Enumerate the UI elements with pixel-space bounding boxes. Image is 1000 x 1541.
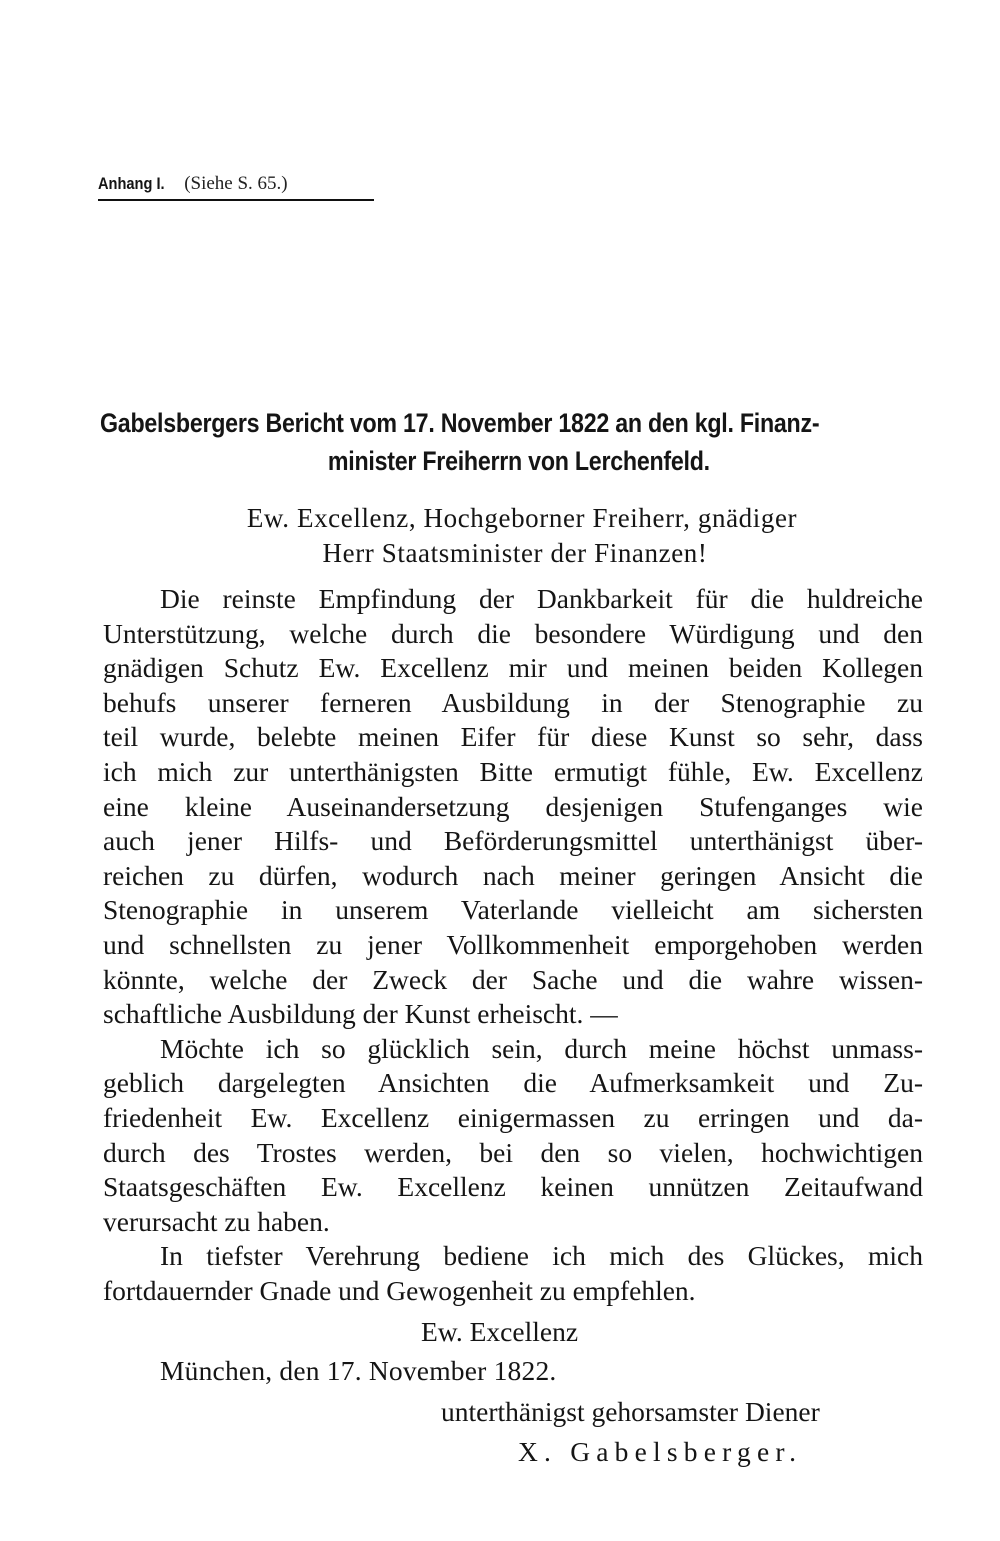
body-line: schaftliche Ausbildung der Kunst erheischt. — xyxy=(103,998,618,1030)
letter-body xyxy=(103,582,923,1308)
body-line: verursacht zu haben. xyxy=(103,1205,330,1237)
body-line: reichen zu dürfen, wodurch nach meiner geringen Ansicht die xyxy=(103,859,923,891)
body-line: In tiefster Verehrung bediene ich mich des Glückes, mich xyxy=(160,1240,923,1272)
body-line: behufs unserer ferneren Ausbildung in der Stenographie zu xyxy=(103,686,923,718)
salutation xyxy=(100,501,924,571)
body-line: durch des Trostes werden, bei den so vielen, hochwichtigen xyxy=(103,1136,923,1168)
body-line: ich mich zur unterthänigsten Bitte ermutigt fühle, Ew. Excellenz xyxy=(103,755,923,787)
body-line: teil wurde, belebte meinen Eifer für diese Kunst so sehr, dass xyxy=(103,721,923,753)
closing-address: Ew. Excellenz xyxy=(421,1316,579,1347)
body-line: Stenographie in unserem Vaterlande vielleicht am sichersten xyxy=(103,894,923,926)
body-line: auch jener Hilfs- und Beförderungsmittel unterthänigst über- xyxy=(103,825,923,857)
body-line: fortdauernder Gnade und Gewogenheit zu empfehlen. xyxy=(103,1274,696,1306)
place-date: München, den 17. November 1822. xyxy=(160,1355,557,1386)
body-line: gnädigen Schutz Ew. Excellenz mir und meinen beiden Kollegen xyxy=(103,652,923,684)
body-line: Möchte ich so glücklich sein, durch meine höchst unmass- xyxy=(160,1032,923,1064)
sign-off: unterthänigst gehorsamster Diener xyxy=(441,1396,820,1427)
body-line: friedenheit Ew. Excellenz einigermassen zu erringen und da- xyxy=(103,1101,923,1133)
document-title xyxy=(100,404,924,480)
body-line: könnte, welche der Zweck der Sache und die wahre wissen- xyxy=(103,963,923,995)
body-line: Unterstützung, welche durch die besondere Würdigung und den xyxy=(103,617,923,649)
appendix-header xyxy=(98,172,374,201)
title-line-1: Gabelsbergers Bericht vom 17. November 1822 an den kgl. Finanz- xyxy=(100,408,820,438)
appendix-label: Anhang I. xyxy=(98,174,165,193)
body-line: Staatsgeschäften Ew. Excellenz keinen unnützen Zeitaufwand xyxy=(103,1171,923,1203)
page-reference: (Siehe S. 65.) xyxy=(184,173,288,194)
salutation-line-1: Ew. Excellenz, Hochgeborner Freiherr, gnädiger xyxy=(246,503,798,533)
salutation-line-2: Herr Staatsminister der Finanzen! xyxy=(322,538,708,568)
body-line: eine kleine Auseinandersetzung desjenigen Stufenganges wie xyxy=(103,790,923,822)
title-line-2: minister Freiherrn von Lerchenfeld. xyxy=(327,446,710,476)
body-line: Die reinste Empfindung der Dankbarkeit für die huldreiche xyxy=(160,583,923,614)
body-line: geblich dargelegten Ansichten die Aufmerksamkeit und Zu- xyxy=(103,1067,923,1099)
signature: X. Gabelsberger. xyxy=(518,1436,803,1467)
body-line: und schnellsten zu jener Vollkommenheit emporgehoben werden xyxy=(103,928,923,960)
